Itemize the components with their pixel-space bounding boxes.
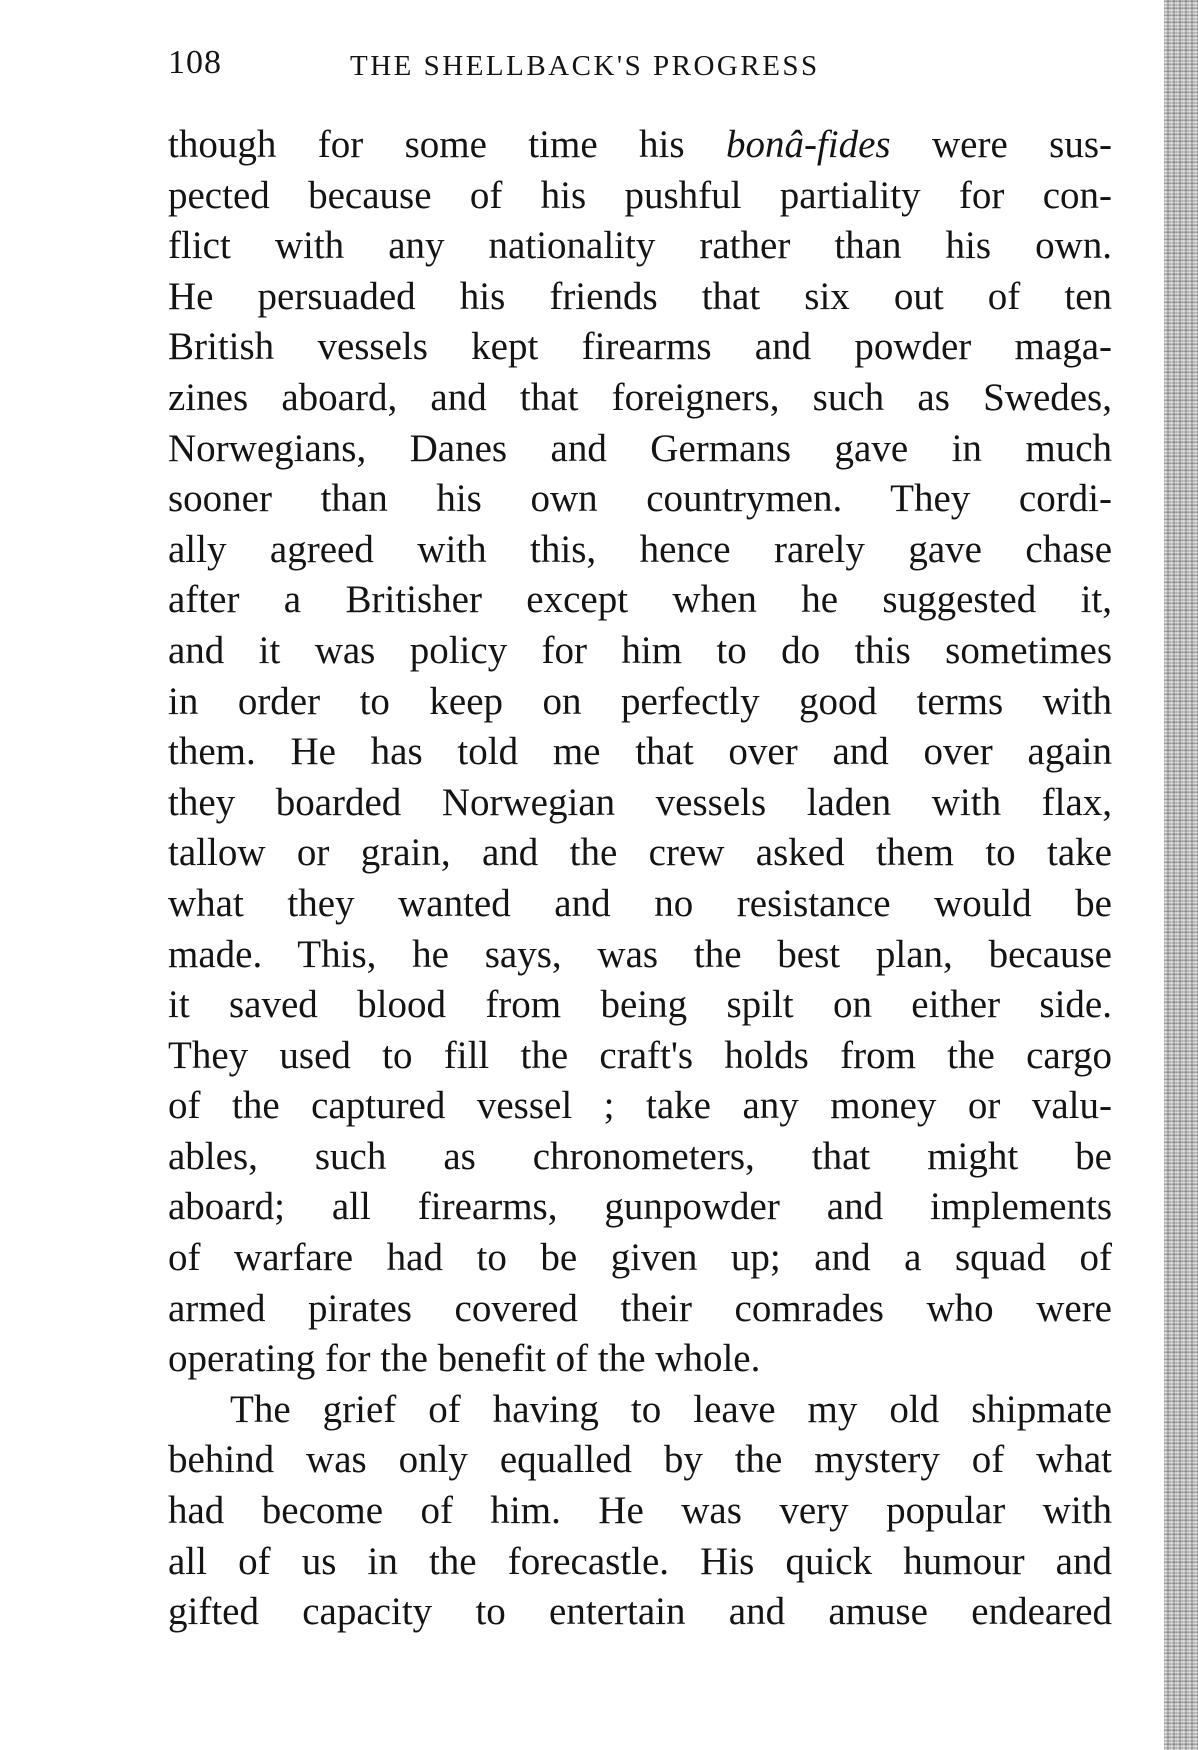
text-line: ally agreed with this, hence rarely gave chase [168, 527, 1112, 571]
text-line: of the captured vessel ; take any money or valu- [168, 1084, 1112, 1128]
text-fragment: were sus- [890, 123, 1112, 166]
text-line: tallow or grain, and the crew asked them to take [168, 831, 1112, 875]
running-head [168, 44, 1112, 94]
text-line: made. This, he says, was the best plan, because [168, 932, 1112, 976]
page-number: 108 [168, 44, 222, 81]
text-line: operating for the benefit of the whole. [168, 1337, 761, 1381]
text-line [168, 120, 1112, 171]
running-title: THE SHELLBACK'S PROGRESS [350, 50, 820, 82]
paragraph-start-line: The grief of having to leave my old shipmate [230, 1387, 1112, 1431]
text-line: they boarded Norwegian vessels laden with flax, [168, 780, 1112, 824]
text-line: They used to fill the craft's holds from the cargo [168, 1033, 1112, 1077]
text-line: them. He has told me that over and over again [168, 730, 1112, 774]
text-line: of warfare had to be given up; and a squad of [168, 1236, 1112, 1280]
text-line: zines aboard, and that foreigners, such as Swedes, [168, 375, 1112, 419]
text-line: had become of him. He was very popular with [168, 1489, 1112, 1533]
text-line: armed pirates covered their comrades who were [168, 1286, 1112, 1330]
text-line: what they wanted and no resistance would be [168, 881, 1112, 925]
text-line: it saved blood from being spilt on either side. [168, 983, 1112, 1027]
text-line: all of us in the forecastle. His quick humour and [168, 1539, 1112, 1583]
text-line: pected because of his pushful partiality for con- [168, 173, 1112, 217]
text-line: after a Britisher except when he suggested it, [168, 578, 1112, 622]
italic-phrase: bonâ-fides [725, 123, 891, 166]
text-line: British vessels kept firearms and powder maga- [168, 325, 1112, 369]
text-line: He persuaded his friends that six out of ten [168, 274, 1112, 318]
text-line: Norwegians, Danes and Germans gave in much [168, 426, 1112, 470]
text-line: gifted capacity to entertain and amuse endeared [168, 1590, 1112, 1634]
text-line: flict with any nationality rather than his own. [168, 224, 1112, 268]
text-line: ables, such as chronometers, that might be [168, 1134, 1112, 1178]
text-line: sooner than his own countrymen. They cordi- [168, 477, 1112, 521]
text-line: behind was only equalled by the mystery of what [168, 1438, 1112, 1482]
page-edge-shading [1164, 0, 1198, 1750]
body-text [168, 120, 1112, 1638]
text-fragment: though for some time his [168, 123, 726, 166]
text-line: in order to keep on perfectly good terms with [168, 679, 1112, 723]
text-line: aboard; all firearms, gunpowder and implements [168, 1185, 1112, 1229]
text-line: and it was policy for him to do this sometimes [168, 628, 1112, 672]
